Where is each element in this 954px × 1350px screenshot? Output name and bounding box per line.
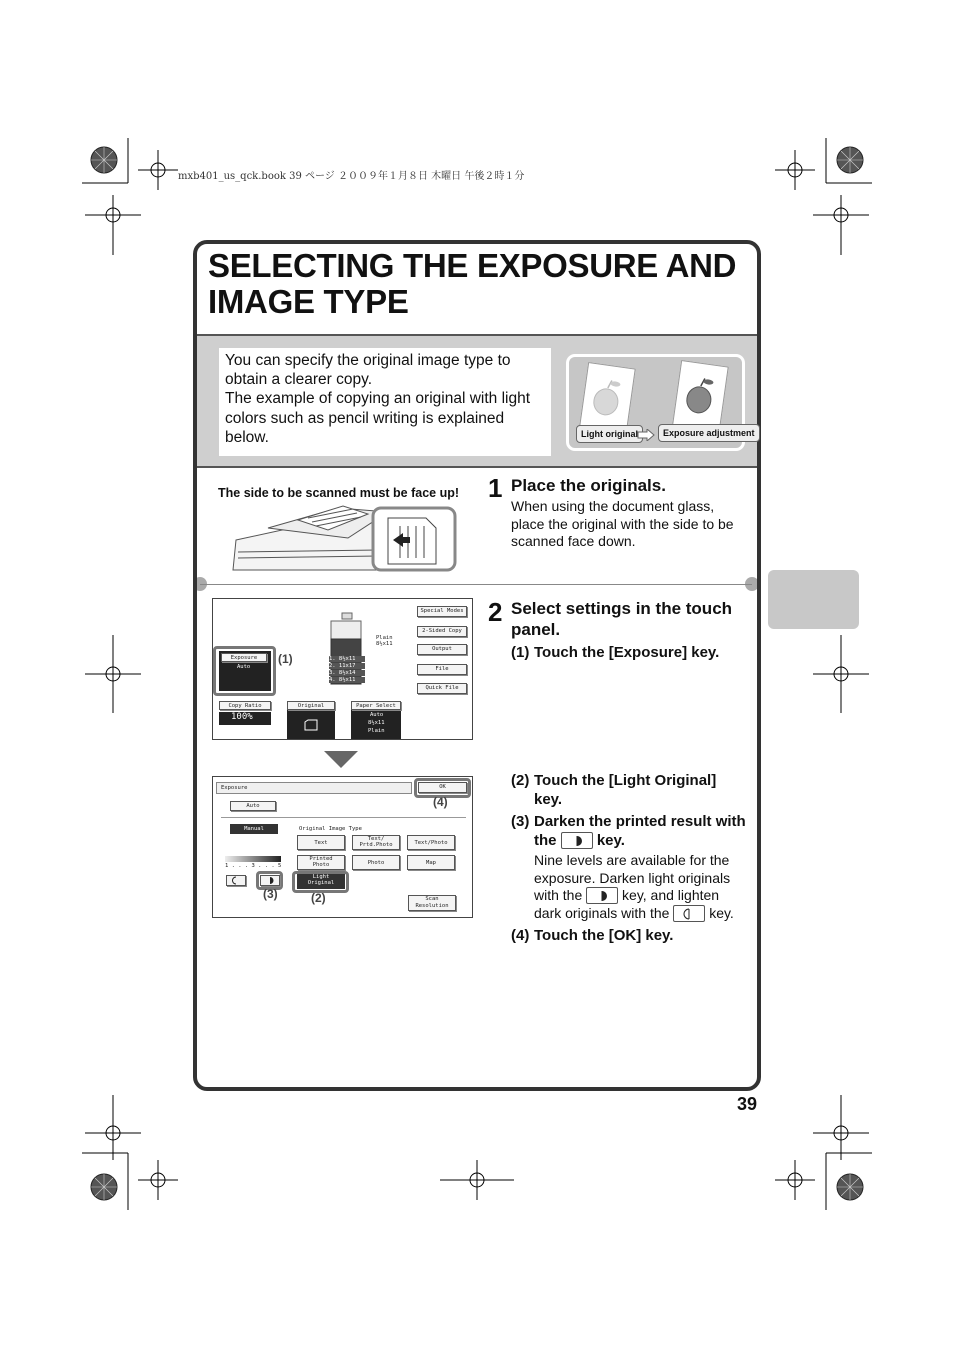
substep-1-text: Touch the [Exposure] key. (534, 644, 720, 661)
touch-panel-exposure-screen (212, 776, 473, 918)
quick-file-button[interactable]: Quick File (417, 683, 467, 694)
paper-select-key[interactable] (351, 701, 401, 739)
page-title (208, 248, 736, 320)
file-button[interactable]: File (417, 664, 467, 675)
detail-line-3-pre: with the (534, 887, 583, 904)
copy-ratio-value: 100% (219, 712, 271, 725)
substep-3-line (534, 812, 749, 850)
substep-4-number: (4) (511, 927, 530, 944)
copy-ratio-key[interactable] (219, 701, 271, 725)
paper-select-auto: Auto (370, 712, 384, 718)
step-1-number: 1 (488, 473, 503, 503)
substep-4 (511, 926, 751, 946)
step-2-number: 2 (488, 597, 503, 627)
right-arrow-icon (637, 429, 655, 441)
step-1-body: When using the document glass, place the original with the side to be scanned face down. (511, 498, 734, 550)
detail-line-4-post: key. (709, 904, 734, 921)
darken-key-icon (561, 832, 593, 849)
substep-3 (511, 812, 751, 854)
substep-3-text: Darken the printed result with the (534, 813, 746, 849)
auto-button[interactable]: Auto (230, 801, 276, 811)
detail-line-3-post: key, and lighten (622, 887, 720, 904)
substep-2-text: Touch the [Light Original] key. (534, 772, 717, 808)
intro-text (219, 348, 551, 456)
darken-icon (261, 876, 279, 885)
detail-line-4-pre: dark originals with the (534, 904, 670, 921)
photo-button[interactable]: Photo (352, 855, 400, 870)
tray-2: 2. 11x17 (329, 663, 365, 669)
plain-paper-label: Plain 8½x11 (376, 635, 393, 647)
substep-4-text: Touch the [OK] key. (534, 927, 674, 944)
page-number: 39 (737, 1094, 758, 1114)
substep-2-number: (2) (511, 772, 530, 789)
callout-1: (1) (278, 652, 293, 666)
lighten-key-icon (673, 905, 705, 922)
text-button-label: Text (314, 840, 328, 846)
paper-tray-list (329, 656, 365, 683)
output-button[interactable]: Output (417, 644, 467, 655)
darken-key-icon (586, 887, 618, 904)
exposure-title-bar (216, 782, 412, 794)
paper-select-type: Plain (368, 728, 385, 734)
chapter-tab (768, 570, 859, 629)
substep-3-number: (3) (511, 813, 530, 830)
substep-1-number: (1) (511, 644, 530, 661)
detail-line-4 (534, 905, 749, 923)
tray-1: 1. 8½x11 (329, 656, 365, 662)
paper-select-title: Paper Select (351, 701, 401, 710)
text-button[interactable] (297, 835, 345, 850)
lighten-button[interactable] (226, 875, 246, 886)
exposure-key-title: Exposure (221, 653, 267, 662)
exposure-scale-numbers: 1 . . . 3 . . . 5 (225, 863, 282, 869)
detail-line-1: Nine levels are available for the (534, 852, 730, 868)
text-printed-photo-button[interactable]: Text/ Prtd.Photo (352, 835, 400, 850)
original-orientation-icon (304, 719, 318, 731)
copy-ratio-title: Copy Ratio (219, 701, 271, 710)
light-original-label: Light original (576, 425, 643, 443)
callout-3: (3) (263, 887, 278, 901)
detail-line-2: exposure. Darken light originals (534, 869, 731, 886)
touch-panel-main-screen (212, 598, 473, 740)
callout-4: (4) (433, 795, 448, 809)
lighten-icon (227, 876, 245, 885)
substep-3-detail (534, 852, 749, 922)
exposure-key-value: Auto (237, 664, 251, 670)
step-separator (200, 584, 752, 585)
tray-4: 4. 8½x11 (329, 677, 365, 683)
map-button[interactable]: Map (407, 855, 455, 870)
step-1-title: Place the originals. (511, 476, 666, 495)
substep-1 (511, 643, 751, 663)
down-arrow-icon (324, 751, 358, 768)
intro-paragraph: You can specify the original image type to obtain a clearer copy. The example of copying an original with light colors such as pencil writing is explained below. (225, 352, 531, 446)
exposure-adjustment-label: Exposure adjustment (658, 424, 760, 442)
title-line-2: IMAGE TYPE (208, 283, 409, 320)
two-sided-copy-button[interactable]: 2-Sided Copy (417, 626, 467, 637)
original-key-title: Original (287, 701, 335, 710)
callout-2: (2) (311, 891, 326, 905)
divider (221, 817, 466, 818)
paper-select-size: 8½x11 (368, 720, 385, 726)
light-original-button[interactable]: Light Original (297, 874, 345, 889)
light-original-illustration (566, 354, 755, 451)
tray-3: 3. 8½x14 (329, 670, 365, 676)
original-image-type-label: Original Image Type (299, 826, 362, 832)
manual-button[interactable]: Manual (230, 824, 278, 834)
step-2-title: Select settings in the touch panel. (511, 599, 733, 639)
text-photo-button[interactable]: Text/Photo (407, 835, 455, 850)
exposure-key[interactable] (219, 651, 271, 691)
substep-3-text-after: key. (596, 832, 625, 849)
special-modes-button[interactable]: Special Modes (417, 606, 467, 617)
document-feeder-illustration (228, 500, 463, 573)
detail-line-3 (534, 887, 749, 905)
title-line-1: SELECTING THE EXPOSURE AND (208, 247, 737, 284)
printed-photo-button[interactable]: Printed Photo (297, 855, 345, 870)
ok-button[interactable]: OK (418, 782, 467, 793)
book-header-meta: mxb401_us_qck.book 39 ページ ２００９年１月８日 木曜日 午後２時１分 (178, 171, 525, 182)
exposure-screen-title: Exposure (221, 785, 248, 791)
face-up-label: The side to be scanned must be face up! (218, 486, 460, 500)
exposure-level-scale (225, 856, 281, 862)
substep-2 (511, 771, 751, 811)
scan-resolution-button[interactable]: Scan Resolution (408, 895, 456, 911)
darken-button[interactable] (260, 875, 280, 886)
original-key[interactable] (287, 701, 335, 739)
